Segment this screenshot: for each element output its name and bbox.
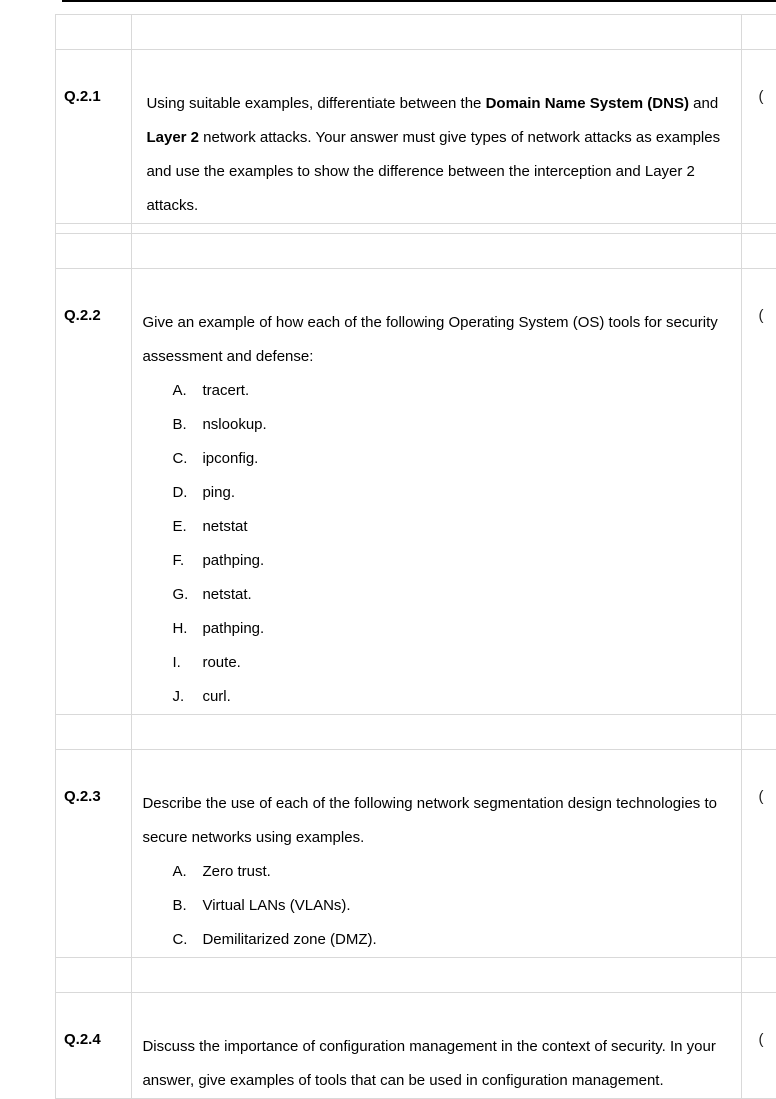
list-item: B. nslookup. — [172, 408, 741, 442]
list-item: C. Demilitarized zone (DMZ). — [172, 923, 741, 957]
marks-cell: ( — [742, 269, 776, 715]
spacer-row — [56, 715, 776, 750]
question-text: Discuss the importance of configuration management in the context of security. In your answer, give examples of tools that can be used in configuration management. — [132, 993, 742, 1099]
question-prompt: Describe the use of each of the following network segmentation design technologies to secure networks using examples. — [142, 787, 741, 855]
list-item: B. Virtual LANs (VLANs). — [172, 889, 741, 923]
list-item: H. pathping. — [172, 612, 741, 646]
spacer-row — [56, 234, 776, 269]
question-prompt: Give an example of how each of the following Operating System (OS) tools for security assessment and defense: — [142, 306, 741, 374]
spacer-row — [56, 15, 776, 50]
list-item: A. tracert. — [172, 374, 741, 408]
list-item: F. pathping. — [172, 544, 741, 578]
question-row-q2-4 — [56, 993, 776, 1099]
spacer-row — [56, 224, 776, 234]
marks-cell: ( — [742, 50, 776, 224]
question-row-q2-1 — [56, 50, 776, 224]
question-number: Q.2.1 — [56, 50, 132, 224]
tool-list — [142, 374, 741, 714]
list-item: E. netstat — [172, 510, 741, 544]
spacer-row — [56, 958, 776, 993]
question-row-q2-2 — [56, 269, 776, 715]
marks-cell: ( — [742, 750, 776, 958]
list-item: I. route. — [172, 646, 741, 680]
top-rule — [62, 0, 776, 2]
list-item: J. curl. — [172, 680, 741, 714]
question-number: Q.2.3 — [56, 750, 132, 958]
marks-cell: ( — [742, 993, 776, 1099]
question-table — [55, 14, 776, 1099]
list-item: A. Zero trust. — [172, 855, 741, 889]
question-number: Q.2.4 — [56, 993, 132, 1099]
technology-list — [142, 855, 741, 957]
list-item: D. ping. — [172, 476, 741, 510]
question-text — [132, 269, 742, 715]
list-item: G. netstat. — [172, 578, 741, 612]
list-item: C. ipconfig. — [172, 442, 741, 476]
question-row-q2-3 — [56, 750, 776, 958]
question-text: Using suitable examples, differentiate between the Domain Name System (DNS) and Layer 2 network attacks. Your answer must give types of network attacks as examples and use the examples to show the difference between the interception and Layer 2 attacks. — [132, 50, 742, 224]
question-text — [132, 750, 742, 958]
question-number: Q.2.2 — [56, 269, 132, 715]
